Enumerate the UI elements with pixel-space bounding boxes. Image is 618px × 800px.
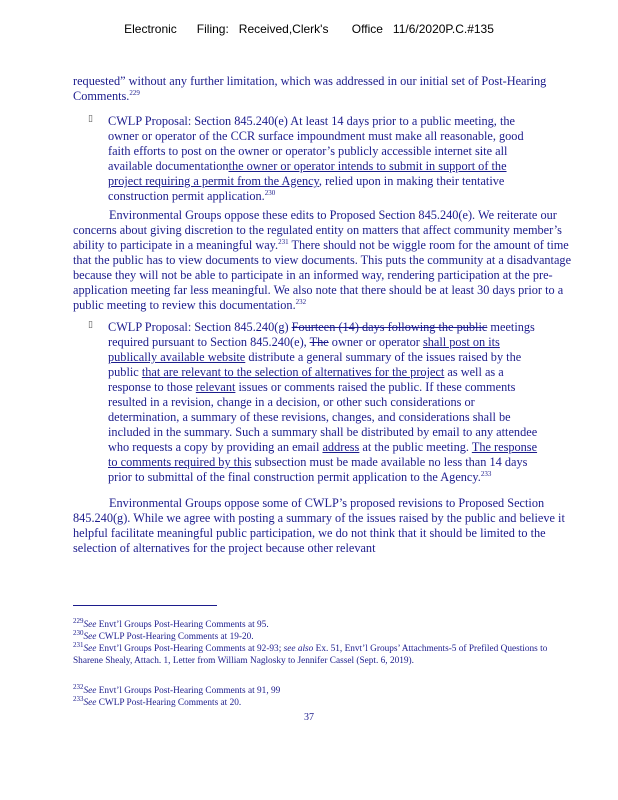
footnote-text-cont: Ex. 51, Envt’l Groups’ Attachments-5 of Prefiled Questions to Sharene Shealy, Attach. 1, Letter from William Naglosky to Jennifer Cassel (Sept. 6, 2019). xyxy=(73,644,548,666)
bullet-marker: ▯ xyxy=(88,320,93,330)
footnote-ref-229: 229 xyxy=(129,88,140,97)
footnote-ref-233: 233 xyxy=(480,469,492,478)
footnote-ref-232: 232 xyxy=(295,297,307,306)
footnote-ref-230: 230 xyxy=(264,188,276,197)
footnote-signal: See xyxy=(83,698,97,708)
bullet2-text-1: CWLP Proposal: Section 845.240(g) xyxy=(108,320,292,334)
para1-text-cont: There should not be wiggle room for the amount of time that the public has to view documents to view documents. This puts the community at a disadvantage because they will not be able to participate in an informed way, rendering participation at the pre-application meeting far less meaningful. We also note that there should be at least 30 days prior to a public meeting to review this documentation. xyxy=(73,238,572,312)
footnote-signal: See xyxy=(83,644,97,654)
footnote-number: 230 xyxy=(73,628,84,637)
bullet2-text-7: at the public meeting. xyxy=(359,440,472,454)
para2-text: Environmental Groups oppose some of CWLP’s proposed revisions to Proposed Section 845.240(g). While we agree with posting a summary of the issues raised by the public and believe it helpful facilitate meaningful public participation, we do not think that it should be limited to the selection of alternatives for the project because other relevant xyxy=(73,496,565,555)
footnote-number: 233 xyxy=(73,694,84,703)
paragraph-oppose-845-240g xyxy=(73,496,581,556)
bullet2-text-6: issues or comments raised the public. If these comments resulted in a revision, change in a decision, or other such considerations or determination, a summary of these revisions, changes, and considerations shall be included in the summary. Such a summary shall be distributed by email to any attendee who requests a copy by providing an email xyxy=(108,380,538,454)
bullet2-inserted-text-2: that are relevant to the selection of alternatives for the project xyxy=(141,365,445,379)
footnote-231 xyxy=(73,640,573,667)
footnote-230 xyxy=(73,628,573,644)
footnote-signal: See xyxy=(83,686,97,696)
footnote-text: Envt’l Groups Post-Hearing Comments at 92-93; xyxy=(96,644,284,654)
bullet2-deleted-text-2: The xyxy=(309,335,329,349)
footnote-ref-231: 231 xyxy=(278,237,289,246)
paragraph-continuation xyxy=(73,74,581,104)
footnote-text: CWLP Post-Hearing Comments at 20. xyxy=(96,698,242,708)
bullet2-text-4: distribute a general summary of the issues raised by the public xyxy=(108,350,522,379)
bullet1-text-end: , relied upon in making their tentative construction permit application. xyxy=(108,174,505,203)
footnote-text: Envt’l Groups Post-Hearing Comments at 91, 99 xyxy=(96,686,281,696)
bullet1-inserted-text: the owner or operator intends to submit in support of the project requiring a permit from the Agency xyxy=(108,159,507,188)
footnote-number: 231 xyxy=(73,640,84,649)
bullet2-inserted-text-1: shall post on its publically available website xyxy=(108,335,500,364)
bullet2-text-8: subsection must be made available no less than 14 days prior to submittal of the final construction permit application to the Agency. xyxy=(108,455,528,484)
bullet2-text-2: meetings required pursuant to Section 845.240(e), xyxy=(108,320,535,349)
para1-text: Environmental Groups oppose these edits to Proposed Section 845.240(e). We reiterate our concerns about giving discretion to the regulated entity on matters that affect community member’s ability to participate in a meaningful way. xyxy=(73,208,562,252)
bullet2-text-5: as well as a response to those xyxy=(108,365,504,394)
filing-header: Electronic Filing: Received,Clerk's Office 11/6/2020P.C.#135 xyxy=(124,22,494,36)
footnote-separator xyxy=(73,605,217,606)
paragraph-oppose-845-240e xyxy=(73,208,581,313)
footnote-signal: See xyxy=(83,632,97,642)
bullet2-inserted-text-3: relevant xyxy=(195,380,236,394)
footnote-signal-see-also: see also xyxy=(283,644,314,654)
footnote-229 xyxy=(73,616,573,632)
footnote-text: Envt’l Groups Post-Hearing Comments at 95. xyxy=(96,620,269,630)
page-number: 37 xyxy=(304,712,314,723)
footnote-233 xyxy=(73,694,573,710)
para0-text: requested” without any further limitation, which was addressed in our initial set of Post-Hearing Comments. xyxy=(73,74,547,103)
bullet1-text: CWLP Proposal: Section 845.240(e) At least 14 days prior to a public meeting, the owner or operator of the CCR surface impoundment must make all reasonable, good faith efforts to post on the owner or operator’s publicly accessible internet site all available documentation xyxy=(108,114,524,173)
bullet2-inserted-text-4: address xyxy=(322,440,360,454)
footnote-232 xyxy=(73,682,573,698)
footnote-signal: See xyxy=(83,620,97,630)
bullet2-text-3: owner or operator xyxy=(328,335,423,349)
footnote-number: 232 xyxy=(73,682,84,691)
bullet2-deleted-text-1: Fourteen (14) days following the public xyxy=(291,320,488,334)
bullet-marker: ▯ xyxy=(88,114,93,124)
bullet2-inserted-text-5: The response to comments required by this xyxy=(108,440,538,469)
footnote-text: CWLP Post-Hearing Comments at 19-20. xyxy=(96,632,254,642)
footnote-number: 229 xyxy=(73,616,84,625)
